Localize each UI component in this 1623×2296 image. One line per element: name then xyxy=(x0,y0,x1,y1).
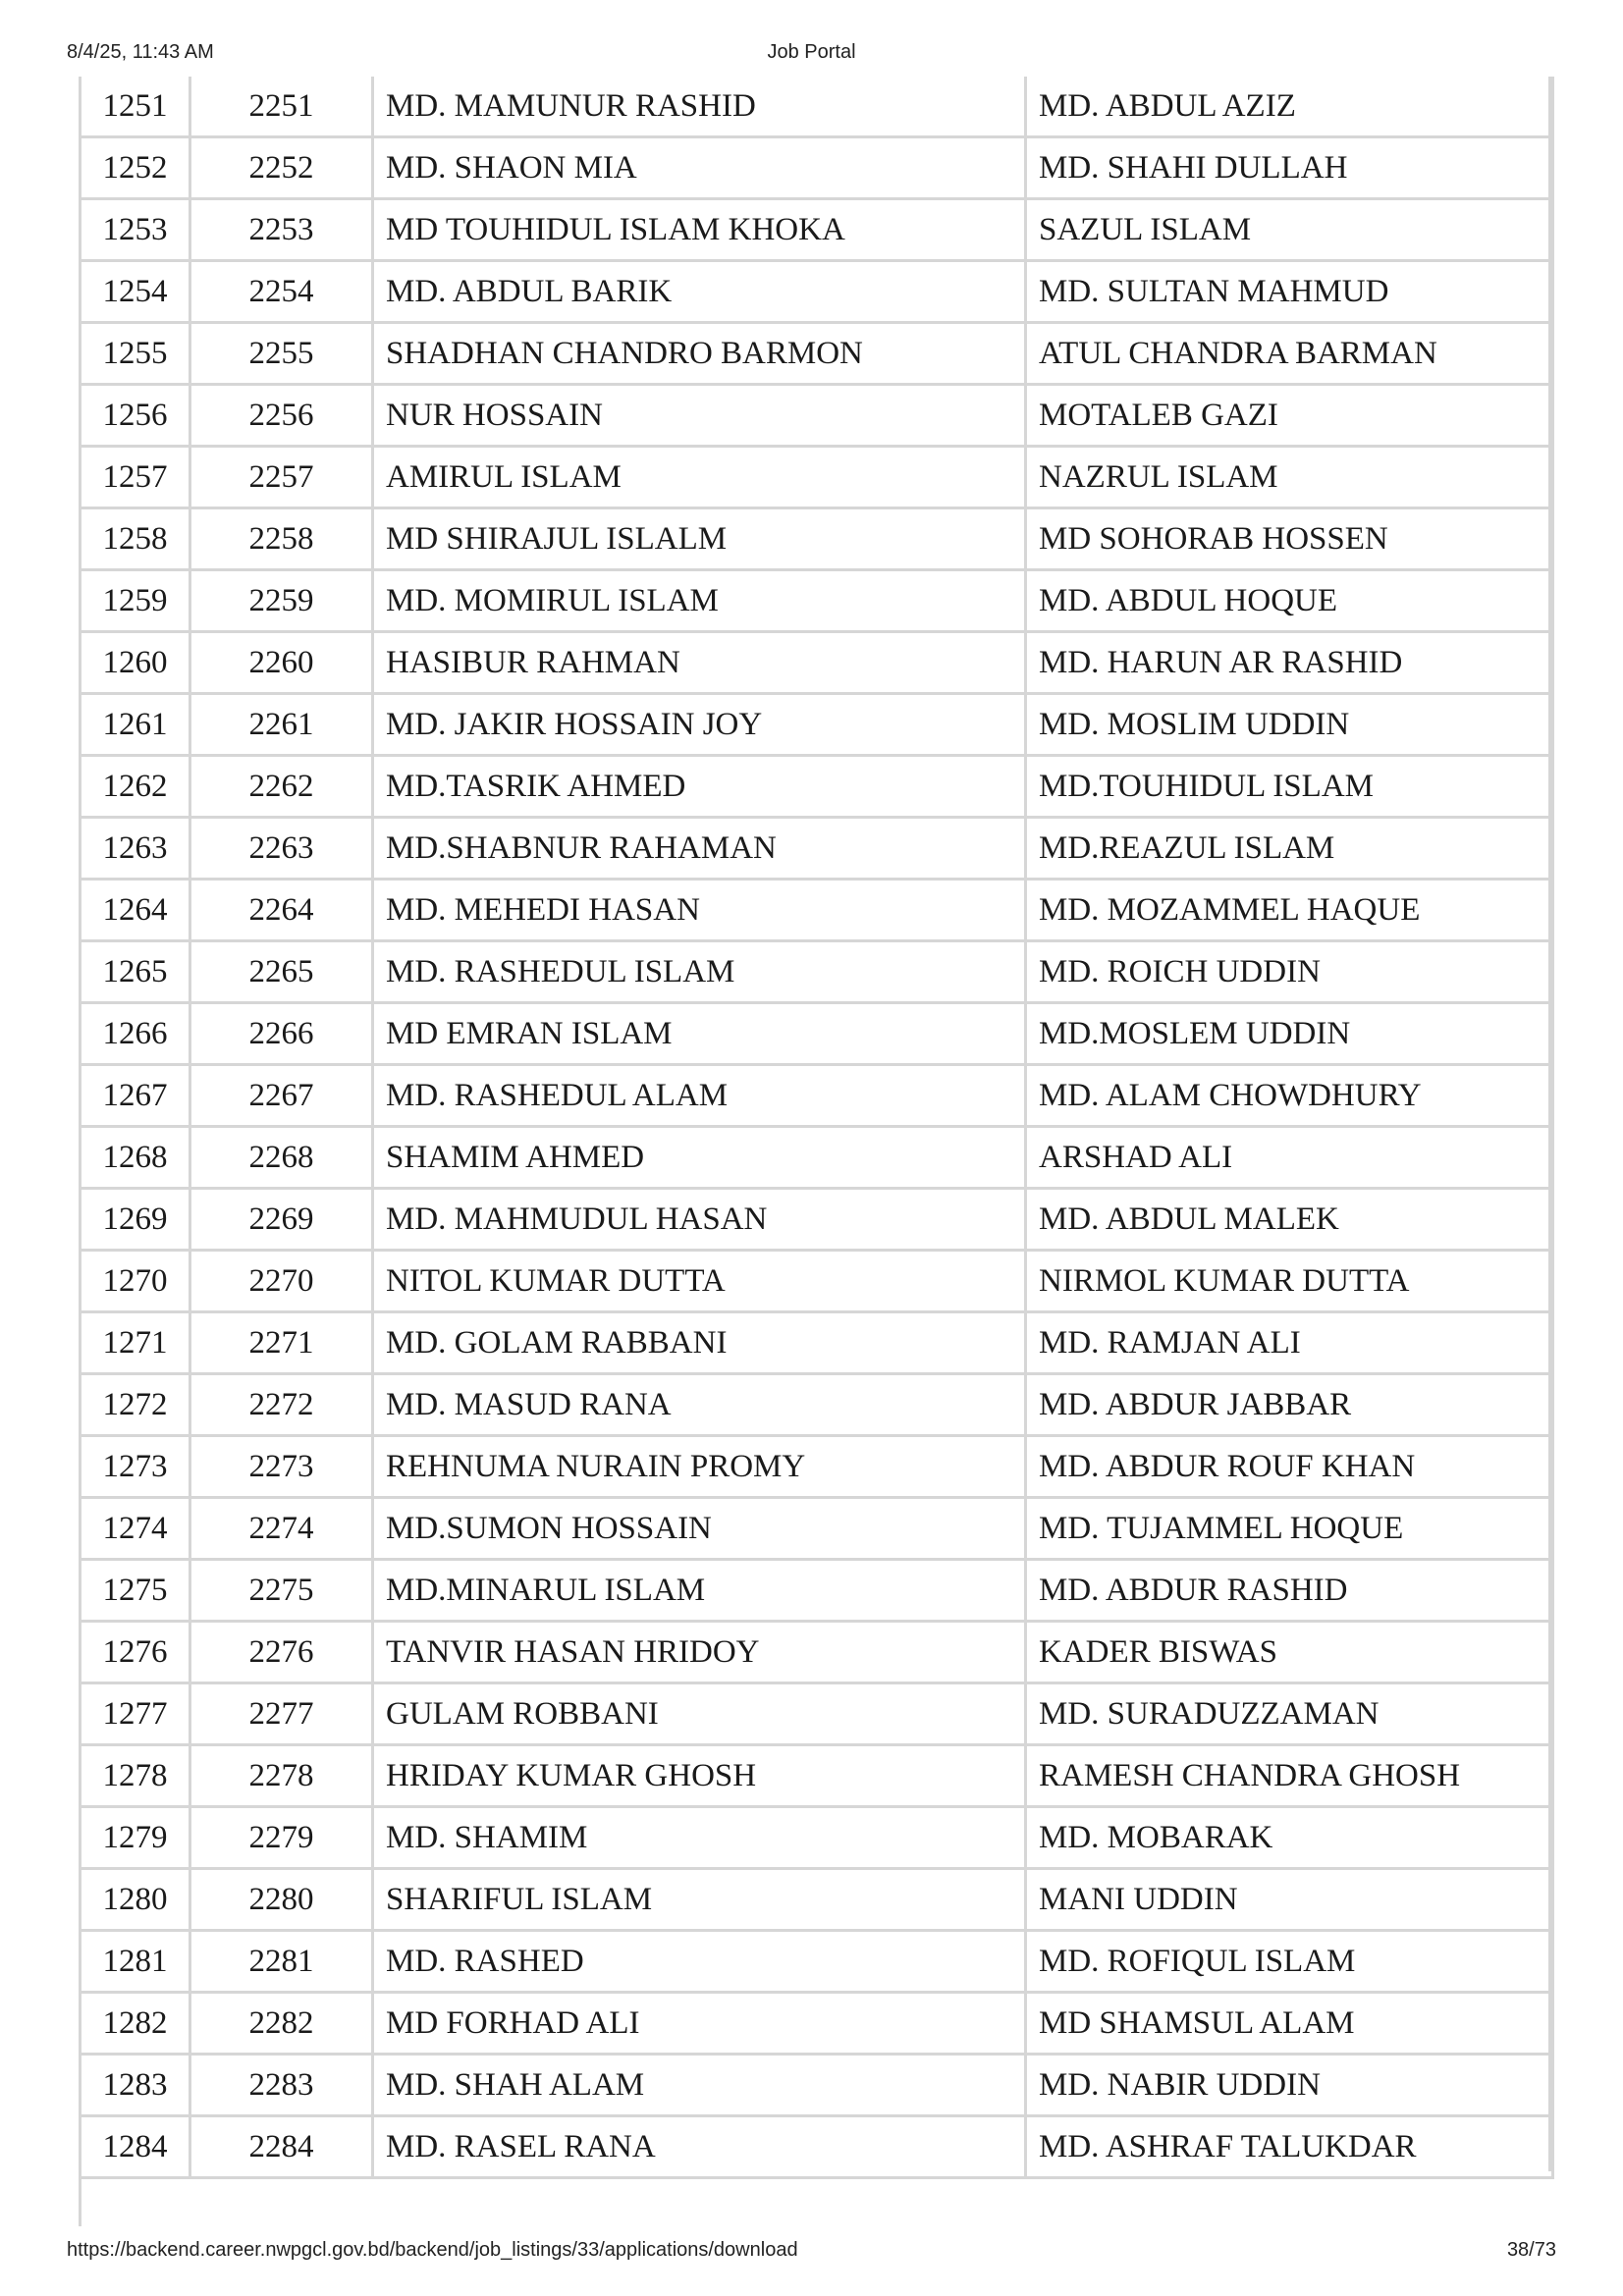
page-number: 38/73 xyxy=(1506,2239,1556,2261)
print-footer xyxy=(0,2239,1623,2267)
applicant-name-cell: MD. GOLAM RABBANI xyxy=(373,1312,1026,1374)
table-row xyxy=(81,77,1553,137)
father-name-cell: MD. ABDUL MALEK xyxy=(1026,1189,1553,1251)
father-name-cell: MD. NABIR UDDIN xyxy=(1026,2055,1553,2116)
father-name-cell: MD SOHORAB HOSSEN xyxy=(1026,508,1553,570)
serial-cell: 1257 xyxy=(81,447,190,508)
serial-cell: 1269 xyxy=(81,1189,190,1251)
source-url: https://backend.career.nwpgcl.gov.bd/backend/job_listings/33/applications/download xyxy=(67,2239,798,2261)
father-name-cell: MD. ABDUR JABBAR xyxy=(1026,1374,1553,1436)
table-row xyxy=(81,694,1553,756)
serial-cell: 1254 xyxy=(81,261,190,323)
roll-cell: 2282 xyxy=(190,1993,373,2055)
serial-cell: 1282 xyxy=(81,1993,190,2055)
serial-cell: 1265 xyxy=(81,941,190,1003)
applicant-name-cell: MD. ABDUL BARIK xyxy=(373,261,1026,323)
applicant-name-cell: SHADHAN CHANDRO BARMON xyxy=(373,323,1026,385)
applicant-name-cell: GULAM ROBBANI xyxy=(373,1683,1026,1745)
father-name-cell: KADER BISWAS xyxy=(1026,1622,1553,1683)
table-row xyxy=(81,632,1553,694)
roll-cell: 2271 xyxy=(190,1312,373,1374)
serial-cell: 1258 xyxy=(81,508,190,570)
table-row xyxy=(81,756,1553,818)
father-name-cell: NIRMOL KUMAR DUTTA xyxy=(1026,1251,1553,1312)
father-name-cell: MD. SULTAN MAHMUD xyxy=(1026,261,1553,323)
roll-cell: 2267 xyxy=(190,1065,373,1127)
table-row xyxy=(81,199,1553,261)
roll-cell: 2268 xyxy=(190,1127,373,1189)
applicant-name-cell: SHARIFUL ISLAM xyxy=(373,1869,1026,1931)
page-title: Job Portal xyxy=(767,41,856,63)
serial-cell: 1278 xyxy=(81,1745,190,1807)
roll-cell: 2284 xyxy=(190,2116,373,2178)
applicant-name-cell: TANVIR HASAN HRIDOY xyxy=(373,1622,1026,1683)
applicant-name-cell: MD. RASHEDUL ISLAM xyxy=(373,941,1026,1003)
table-row xyxy=(81,941,1553,1003)
table-row xyxy=(81,1189,1553,1251)
roll-cell: 2258 xyxy=(190,508,373,570)
father-name-cell: MD SHAMSUL ALAM xyxy=(1026,1993,1553,2055)
applicant-name-cell: MD EMRAN ISLAM xyxy=(373,1003,1026,1065)
serial-cell: 1275 xyxy=(81,1560,190,1622)
applicant-name-cell: REHNUMA NURAIN PROMY xyxy=(373,1436,1026,1498)
roll-cell: 2259 xyxy=(190,570,373,632)
table-row xyxy=(81,1251,1553,1312)
father-name-cell: MOTALEB GAZI xyxy=(1026,385,1553,447)
roll-cell: 2272 xyxy=(190,1374,373,1436)
table-row xyxy=(81,261,1553,323)
applicant-name-cell: NUR HOSSAIN xyxy=(373,385,1026,447)
table-row xyxy=(81,1498,1553,1560)
applicant-table xyxy=(79,77,1554,2179)
serial-cell: 1264 xyxy=(81,880,190,941)
applicant-table-body xyxy=(81,77,1553,2178)
applicant-name-cell: MD. MASUD RANA xyxy=(373,1374,1026,1436)
applicant-name-cell: MD FORHAD ALI xyxy=(373,1993,1026,2055)
roll-cell: 2251 xyxy=(190,77,373,137)
serial-cell: 1273 xyxy=(81,1436,190,1498)
father-name-cell: ATUL CHANDRA BARMAN xyxy=(1026,323,1553,385)
serial-cell: 1261 xyxy=(81,694,190,756)
roll-cell: 2266 xyxy=(190,1003,373,1065)
roll-cell: 2252 xyxy=(190,137,373,199)
roll-cell: 2264 xyxy=(190,880,373,941)
serial-cell: 1267 xyxy=(81,1065,190,1127)
father-name-cell: MD. TUJAMMEL HOQUE xyxy=(1026,1498,1553,1560)
applicant-name-cell: MD. RASHED xyxy=(373,1931,1026,1993)
father-name-cell: MD. ABDUR RASHID xyxy=(1026,1560,1553,1622)
table-row xyxy=(81,1869,1553,1931)
father-name-cell: MD. ASHRAF TALUKDAR xyxy=(1026,2116,1553,2178)
serial-cell: 1256 xyxy=(81,385,190,447)
father-name-cell: MD. SHAHI DULLAH xyxy=(1026,137,1553,199)
father-name-cell: MD. RAMJAN ALI xyxy=(1026,1312,1553,1374)
serial-cell: 1266 xyxy=(81,1003,190,1065)
roll-cell: 2262 xyxy=(190,756,373,818)
serial-cell: 1280 xyxy=(81,1869,190,1931)
applicant-name-cell: MD. SHAH ALAM xyxy=(373,2055,1026,2116)
applicant-name-cell: MD. RASHEDUL ALAM xyxy=(373,1065,1026,1127)
father-name-cell: MD. ALAM CHOWDHURY xyxy=(1026,1065,1553,1127)
table-row xyxy=(81,1003,1553,1065)
father-name-cell: MD. ROICH UDDIN xyxy=(1026,941,1553,1003)
table-row xyxy=(81,447,1553,508)
table-row xyxy=(81,385,1553,447)
roll-cell: 2281 xyxy=(190,1931,373,1993)
roll-cell: 2254 xyxy=(190,261,373,323)
roll-cell: 2273 xyxy=(190,1436,373,1498)
applicant-name-cell: MD. JAKIR HOSSAIN JOY xyxy=(373,694,1026,756)
serial-cell: 1281 xyxy=(81,1931,190,1993)
applicant-name-cell: MD.MINARUL ISLAM xyxy=(373,1560,1026,1622)
father-name-cell: MD. HARUN AR RASHID xyxy=(1026,632,1553,694)
roll-cell: 2255 xyxy=(190,323,373,385)
table-row xyxy=(81,570,1553,632)
table-row xyxy=(81,1622,1553,1683)
table-row xyxy=(81,1374,1553,1436)
serial-cell: 1279 xyxy=(81,1807,190,1869)
serial-cell: 1277 xyxy=(81,1683,190,1745)
serial-cell: 1259 xyxy=(81,570,190,632)
serial-cell: 1262 xyxy=(81,756,190,818)
father-name-cell: RAMESH CHANDRA GHOSH xyxy=(1026,1745,1553,1807)
serial-cell: 1251 xyxy=(81,77,190,137)
applicant-name-cell: MD SHIRAJUL ISLALM xyxy=(373,508,1026,570)
applicant-name-cell: MD.SHABNUR RAHAMAN xyxy=(373,818,1026,880)
table-row xyxy=(81,508,1553,570)
table-row xyxy=(81,1993,1553,2055)
father-name-cell: MD. ABDUR ROUF KHAN xyxy=(1026,1436,1553,1498)
roll-cell: 2270 xyxy=(190,1251,373,1312)
table-row xyxy=(81,818,1553,880)
father-name-cell: MD.REAZUL ISLAM xyxy=(1026,818,1553,880)
table-row xyxy=(81,323,1553,385)
roll-cell: 2274 xyxy=(190,1498,373,1560)
roll-cell: 2257 xyxy=(190,447,373,508)
father-name-cell: NAZRUL ISLAM xyxy=(1026,447,1553,508)
father-name-cell: MANI UDDIN xyxy=(1026,1869,1553,1931)
applicant-table-container xyxy=(79,77,1551,2179)
father-name-cell: MD. SURADUZZAMAN xyxy=(1026,1683,1553,1745)
roll-cell: 2253 xyxy=(190,199,373,261)
table-row xyxy=(81,1745,1553,1807)
serial-cell: 1253 xyxy=(81,199,190,261)
father-name-cell: MD.TOUHIDUL ISLAM xyxy=(1026,756,1553,818)
applicant-name-cell: MD.TASRIK AHMED xyxy=(373,756,1026,818)
roll-cell: 2261 xyxy=(190,694,373,756)
roll-cell: 2280 xyxy=(190,1869,373,1931)
roll-cell: 2277 xyxy=(190,1683,373,1745)
table-row xyxy=(81,1807,1553,1869)
father-name-cell: MD. ABDUL HOQUE xyxy=(1026,570,1553,632)
table-row xyxy=(81,1312,1553,1374)
table-row xyxy=(81,137,1553,199)
roll-cell: 2279 xyxy=(190,1807,373,1869)
father-name-cell: ARSHAD ALI xyxy=(1026,1127,1553,1189)
serial-cell: 1276 xyxy=(81,1622,190,1683)
table-row xyxy=(81,880,1553,941)
serial-cell: 1260 xyxy=(81,632,190,694)
roll-cell: 2256 xyxy=(190,385,373,447)
serial-cell: 1268 xyxy=(81,1127,190,1189)
serial-cell: 1271 xyxy=(81,1312,190,1374)
applicant-name-cell: HASIBUR RAHMAN xyxy=(373,632,1026,694)
table-row xyxy=(81,1127,1553,1189)
serial-cell: 1284 xyxy=(81,2116,190,2178)
applicant-name-cell: MD. MEHEDI HASAN xyxy=(373,880,1026,941)
serial-cell: 1274 xyxy=(81,1498,190,1560)
applicant-name-cell: MD.SUMON HOSSAIN xyxy=(373,1498,1026,1560)
applicant-name-cell: MD. SHAMIM xyxy=(373,1807,1026,1869)
father-name-cell: MD. ROFIQUL ISLAM xyxy=(1026,1931,1553,1993)
applicant-name-cell: MD. MAMUNUR RASHID xyxy=(373,77,1026,137)
table-row xyxy=(81,2055,1553,2116)
roll-cell: 2263 xyxy=(190,818,373,880)
roll-cell: 2278 xyxy=(190,1745,373,1807)
roll-cell: 2260 xyxy=(190,632,373,694)
applicant-name-cell: SHAMIM AHMED xyxy=(373,1127,1026,1189)
serial-cell: 1255 xyxy=(81,323,190,385)
applicant-name-cell: MD. SHAON MIA xyxy=(373,137,1026,199)
applicant-name-cell: MD TOUHIDUL ISLAM KHOKA xyxy=(373,199,1026,261)
applicant-name-cell: AMIRUL ISLAM xyxy=(373,447,1026,508)
roll-cell: 2275 xyxy=(190,1560,373,1622)
roll-cell: 2269 xyxy=(190,1189,373,1251)
table-row xyxy=(81,1683,1553,1745)
serial-cell: 1263 xyxy=(81,818,190,880)
table-row xyxy=(81,1560,1553,1622)
father-name-cell: MD. MOSLIM UDDIN xyxy=(1026,694,1553,756)
father-name-cell: SAZUL ISLAM xyxy=(1026,199,1553,261)
applicant-name-cell: HRIDAY KUMAR GHOSH xyxy=(373,1745,1026,1807)
applicant-name-cell: MD. MAHMUDUL HASAN xyxy=(373,1189,1026,1251)
print-datetime: 8/4/25, 11:43 AM xyxy=(67,41,214,63)
father-name-cell: MD. ABDUL AZIZ xyxy=(1026,77,1553,137)
roll-cell: 2265 xyxy=(190,941,373,1003)
table-row xyxy=(81,1065,1553,1127)
serial-cell: 1283 xyxy=(81,2055,190,2116)
roll-cell: 2283 xyxy=(190,2055,373,2116)
serial-cell: 1252 xyxy=(81,137,190,199)
applicant-name-cell: NITOL KUMAR DUTTA xyxy=(373,1251,1026,1312)
father-name-cell: MD. MOBARAK xyxy=(1026,1807,1553,1869)
table-row xyxy=(81,1931,1553,1993)
applicant-name-cell: MD. RASEL RANA xyxy=(373,2116,1026,2178)
roll-cell: 2276 xyxy=(190,1622,373,1683)
serial-cell: 1270 xyxy=(81,1251,190,1312)
table-row xyxy=(81,1436,1553,1498)
father-name-cell: MD. MOZAMMEL HAQUE xyxy=(1026,880,1553,941)
print-header xyxy=(0,41,1623,69)
applicant-name-cell: MD. MOMIRUL ISLAM xyxy=(373,570,1026,632)
serial-cell: 1272 xyxy=(81,1374,190,1436)
table-row xyxy=(81,2116,1553,2178)
father-name-cell: MD.MOSLEM UDDIN xyxy=(1026,1003,1553,1065)
